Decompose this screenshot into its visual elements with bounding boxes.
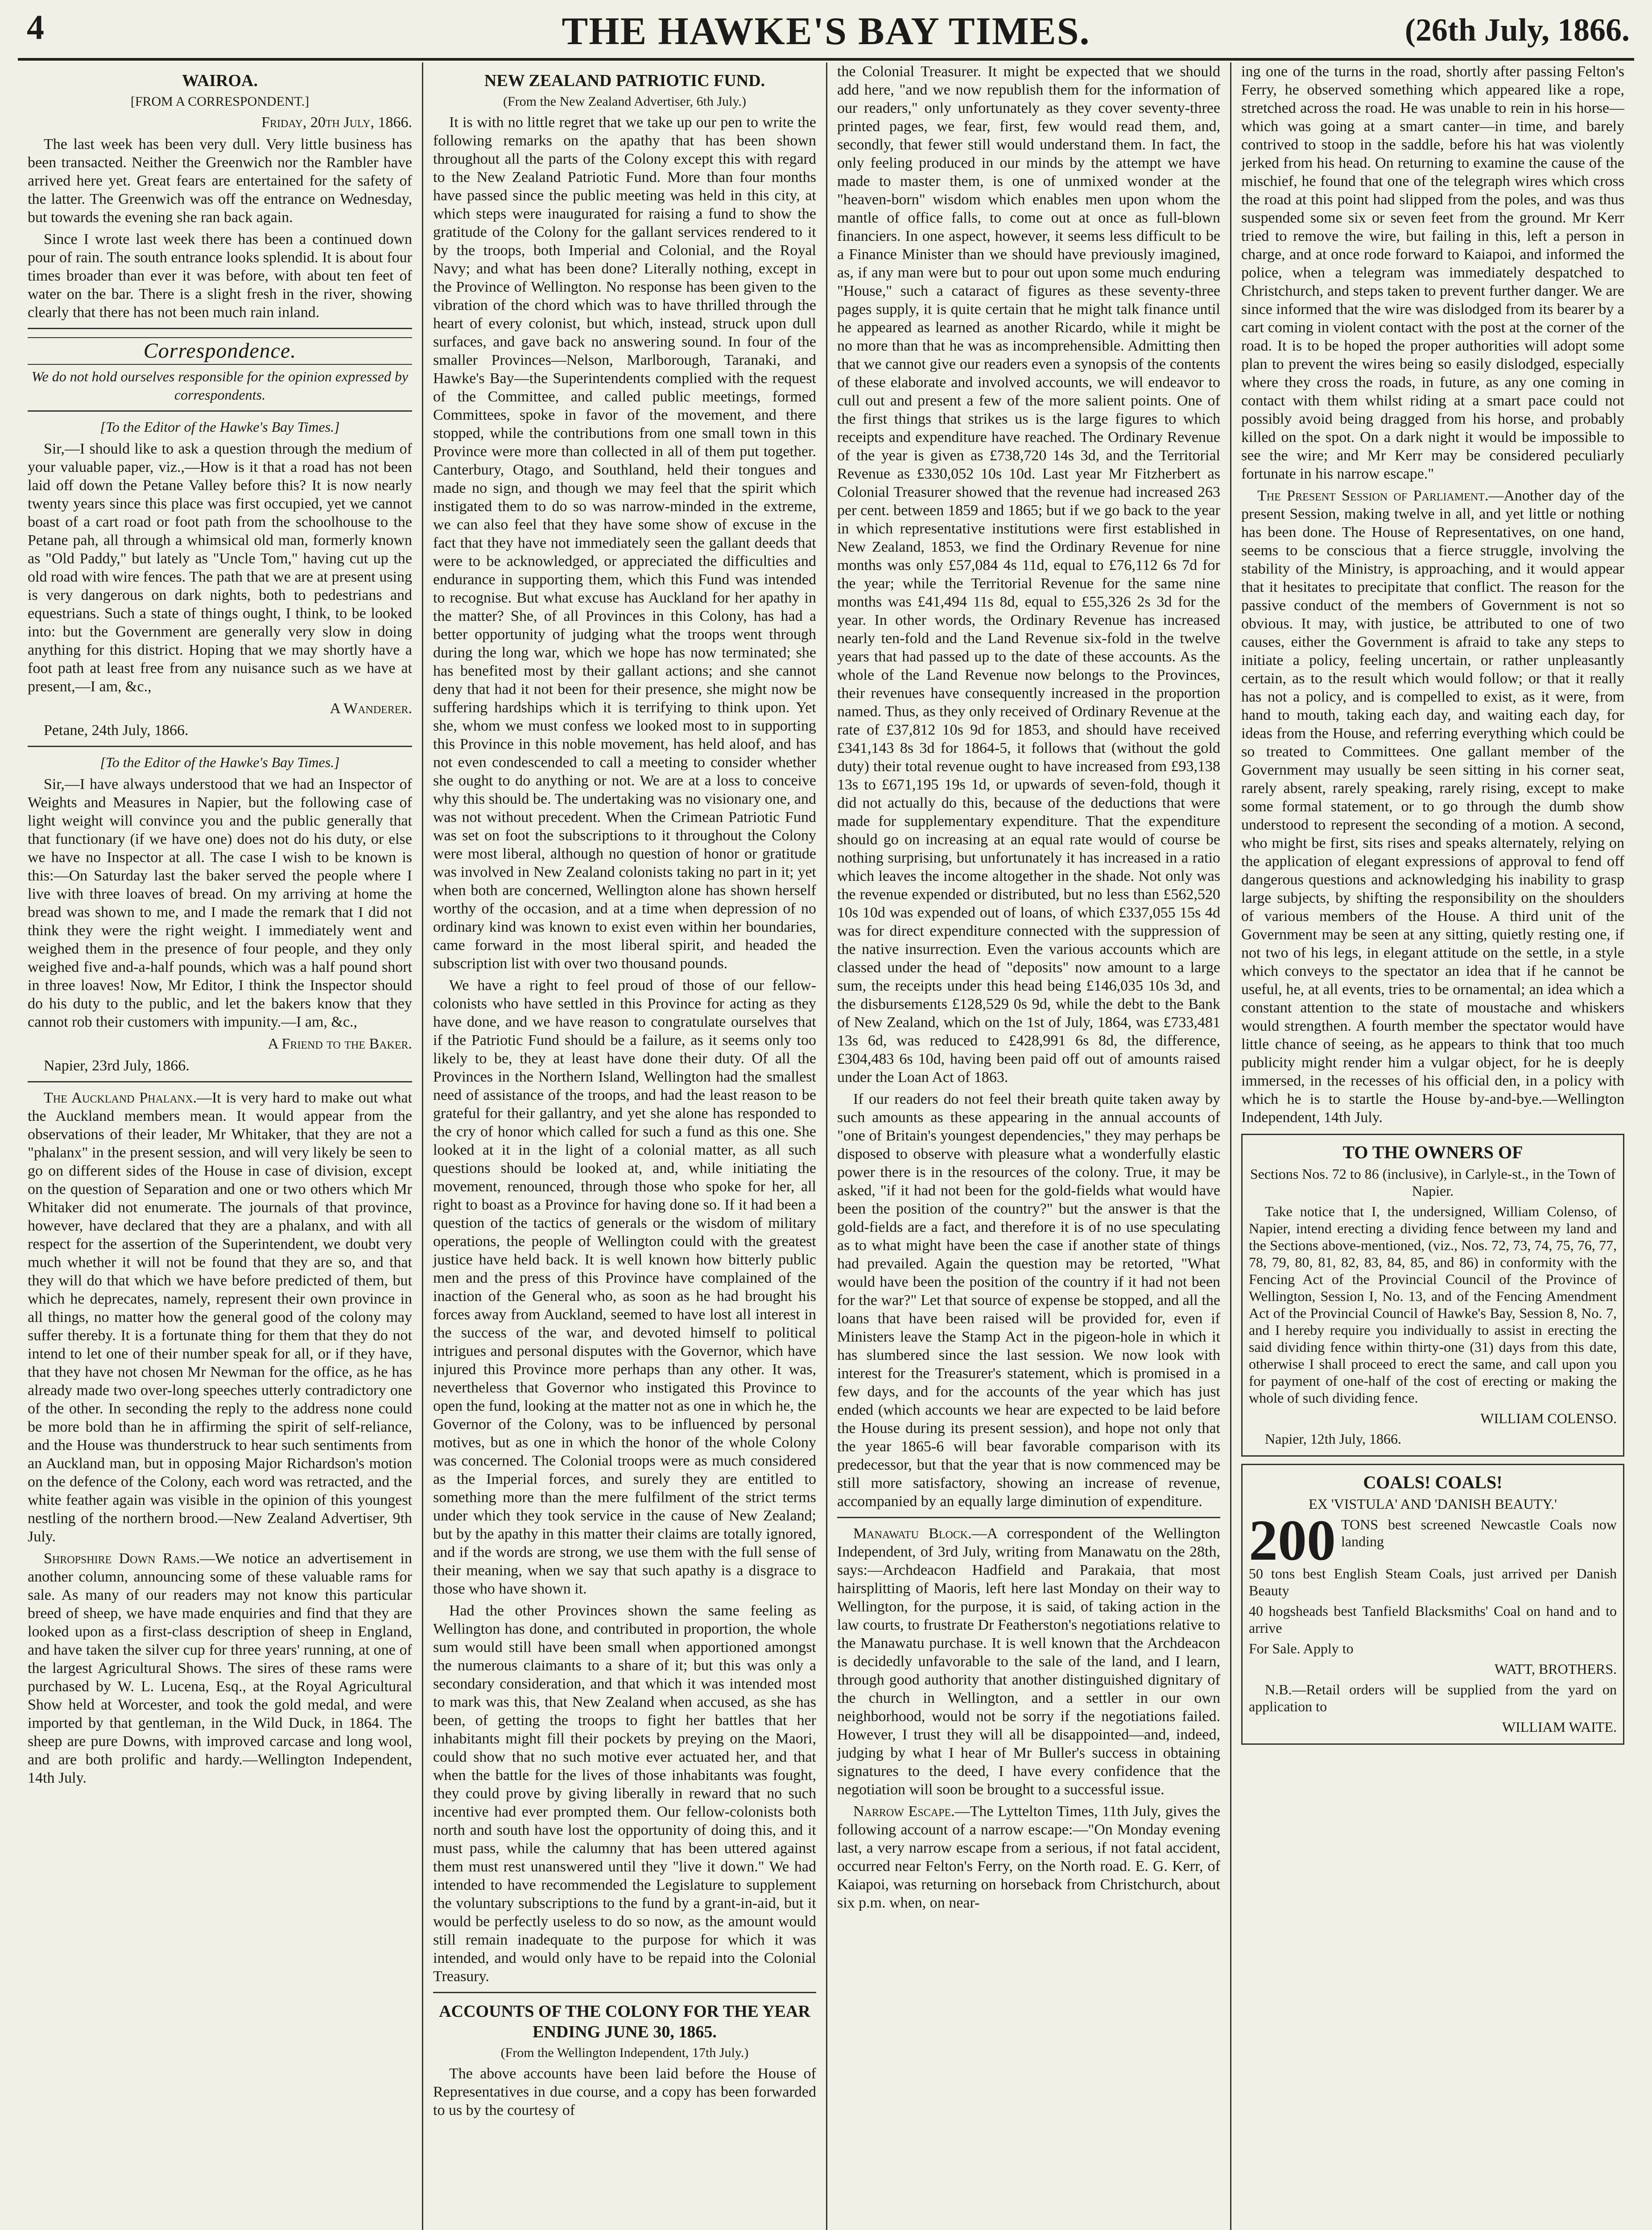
issue-date: (26th July, 1866. xyxy=(1404,12,1630,48)
accounts-continued-1: the Colonial Treasurer. It might be expected that we should add here, "and we now republish them for the information of our readers," only unfortunately as they cover seventy-three printed pages, we fear, first, few would read them, and, secondly, that fewer still would understand them. In fact, the only feeling produced in our minds by the attempt we have made to master them, is one of unmixed wonder at the "heaven-born" wisdom which enables men upon whom the mantle of office falls, to come out at once as full-blown financiers. In one aspect, however, it seems less difficult to be a Finance Minister than we should have previously imagined, as, if any man were but to pour out upon some much enduring "House," such a cataract of figures as these seventy-three pages supply, it is quite certain that he might talk finance until he appeared as learned as another Ricardo, while it might be no more than that he was as incomprehensible. Admitting then that we cannot give our readers even a synopsis of the contents of these elaborate and involved accounts, we will endeavor to cull out and present a few of the more salient points. One of the first things that strikes us is the large figures to which receipts and expenditure have reached. The Ordinary Revenue of the year is given as £738,720 14s 3d, and the Territorial Revenue as £330,052 10s 10d. Last year Mr Fitzherbert as Colonial Treasurer showed that the revenue had increased 263 per cent. between 1859 and 1865; but if we go back to the year in which representative institutions were first established in New Zealand, 1853, we find the Ordinary Revenue for nine months was only £57,084 4s 11d, equal to £76,112 6s 7d for the year; while the Territorial Revenue for the same nine months was £41,494 11s 8d, equal to £55,326 2s 3d for the year. In other words, the Ordinary Revenue has increased nearly ten-fold and the Land Revenue six-fold in the twelve years that had passed up to the date of these accounts. As the whole of the Land Revenue now belongs to the Provinces, their revenues have consequently increased in the proportion named. Thus, as they only received of Ordinary Revenue at the rate of £37,812 10s 9d for 1853, and should have received £341,143 8s 3d for 1864-5, it follows that (without the gold duty) their total revenue ought to have increased from £93,138 13s to £671,195 19s 1d, or upwards of seven-fold, though it did not actually do this, because of the deductions that were made for supplementary expenditure. That the expenditure should go on increasing at an equal rate would of course be nothing surprising, but unfortunately it has increased in a ratio which leaves the income altogether in the shade. Not only was the revenue expended or distributed, but no less than £562,520 10s 10d was expended out of loans, of which £337,055 15s 4d was for direct expenditure connected with the suppression of the native insurrection. Even the various accounts which are classed under the head of "deposits" now amount to a large sum, the receipts under this head being £146,035 10s 3d, and the disbursements £128,529 0s 9d, while the debt to the Bank of New Zealand, which on the 1st of July, 1864, was £733,481 13s 6d, was reduced to £428,991 6s 8d, the difference, £304,483 6s 10d, having been paid off out of amounts raised under the Loan Act of 1863. xyxy=(837,63,1220,1086)
coals-line-3: 40 hogsheads best Tanfield Blacksmiths' Coal on hand and to arrive xyxy=(1249,1603,1617,1636)
fence-notice-signature: WILLIAM COLENSO. xyxy=(1480,1410,1617,1426)
coals-subheading: EX 'VISTULA' AND 'DANISH BEAUTY.' xyxy=(1309,1496,1557,1512)
narrow-escape-body: —The Lyttelton Times, 11th July, gives the following account of a narrow escape:—"On Monday evening last, a very narrow escape from a serious, if not fatal accident, occurred near Felton's Ferry, on the North road. E. G. Kerr, of Kaiapoi, was returning on horseback from Christchurch, about six p.m. when, on near- xyxy=(837,1803,1220,1911)
coals-line-1-text: TONS best screened Newcastle Coals now landing xyxy=(1341,1516,1617,1549)
letter-2-body: Sir,—I have always understood that we had an Inspector of Weights and Measures in Napier, but the following case of light weight will convince you and the public generally that that functionary (if we have one) does not do his duty, or else we have no Inspector at all. The case I wish to be known is this:—On Saturday last the baker served the people where I live with three loaves of bread. On my arriving at home the bread was shown to me, and I made the remark that I did not think they were the right weight. I immediately went and weighed them in the presence of four people, and they only weighed five and-a-half pounds, which was a half pound short in three loaves! Now, Mr Editor, I think the Inspector should do his duty to the public, and let the bakers know that they cannot rob their customers with impunity.—I am, &c., xyxy=(28,776,412,1030)
accounts-heading: ACCOUNTS OF THE COLONY FOR THE YEAR ENDING JUNE 30, 1865. xyxy=(439,2002,810,2041)
letter-2-signature: A Friend to the Baker. xyxy=(268,1036,412,1052)
wairoa-paragraph-2: Since I wrote last week there has been a continued down pour of rain. The south entrance looks splendid. It is about four times broader than ever it was before, with about ten feet of water on the bar. There is a slight fresh in the river, showing clearly that there has not been much rain inland. xyxy=(28,231,412,321)
wairoa-from: [FROM A CORRESPONDENT.] xyxy=(130,94,310,109)
auckland-phalanx-lead: The Auckland Phalanx. xyxy=(44,1090,197,1106)
page-number: 4 xyxy=(27,8,44,46)
present-session-article xyxy=(1241,487,1624,1127)
column-2 xyxy=(422,62,826,2230)
coals-line-2: 50 tons best English Steam Coals, just arrived per Danish Beauty xyxy=(1249,1565,1617,1598)
letter-1-addressee: [To the Editor of the Hawke's Bay Times.] xyxy=(100,419,340,435)
manawatu-block-lead: Manawatu Block. xyxy=(853,1525,972,1542)
fence-notice-advertisement xyxy=(1241,1134,1624,1457)
fence-notice-date: Napier, 12th July, 1866. xyxy=(1265,1431,1401,1447)
divider xyxy=(28,746,412,747)
patriotic-fund-heading: NEW ZEALAND PATRIOTIC FUND. xyxy=(484,71,765,90)
patriotic-fund-paragraph-2: We have a right to feel proud of those of our fellow-colonists who have settled in this Province for acting as they have done, and we have reason to congratulate ourselves that if the Patriotic Fund should be a failure, as it seems only too likely to be, they at least have done their duty. Of all the Provinces in the Northern Island, Wellington had the smallest need of assistance of the troops, and had the least reason to be grateful for their gallantry, and yet she alone has responded to the cry of honor which called for such a fund as this one. She looked at it in the light of a colonial matter, as all such questions should be looked at, and, while initiating the movement, renounced, through those who spoke for her, all right to boast as a Province for having done so. If it had been a question of the tactics of generals or the wisdom of military operations, the people of Wellington could with the greatest justice have held back. It is well known how bitterly public men and the press of this Province have complained of the inaction of the General who, as soon as he had brought his forces away from Auckland, seemed to have lost all interest in the success of the war, and devoted himself to political intrigues and personal disputes with the Governor, which have injured this Province more perhaps than any other. It was, nevertheless that Governor who instigated this Province to open the fund, looking at the matter not as one in which he, the Governor of the Colony, was to be influenced by personal motives, but as one in which the honor of the whole Colony was concerned. The Colonial troops were as much considered as the Imperial forces, and surely they are entitled to something more than the mere fulfilment of the strict terms under which they took service in the cause of New Zealand; but by the apathy in this matter their claims are totally ignored, and if the words are strong, we use them with the full sense of their meaning, when we say that such apathy is a disgrace to those who have shown it. xyxy=(433,977,816,1597)
coals-signature-2: WILLIAM WAITE. xyxy=(1502,1719,1617,1735)
coals-line-1 xyxy=(1249,1508,1617,1573)
present-session-lead: The Present Session of Parliament. xyxy=(1257,487,1489,504)
letter-1-place: Petane, 24th July, 1866. xyxy=(44,722,189,739)
narrow-escape-lead: Narrow Escape. xyxy=(853,1803,955,1820)
masthead xyxy=(18,4,1634,61)
letter-2-place: Napier, 23rd July, 1866. xyxy=(44,1057,190,1074)
coals-line-4: For Sale. Apply to xyxy=(1249,1640,1354,1656)
divider xyxy=(28,410,412,412)
divider xyxy=(28,328,412,329)
coals-heading: COALS! COALS! xyxy=(1363,1472,1503,1492)
coals-quantity: 200 xyxy=(1249,1508,1336,1573)
manawatu-block-article xyxy=(837,1524,1220,1799)
patriotic-fund-paragraph-1: It is with no little regret that we take up our pen to write the following remarks on the apathy that has been shown throughout all the parts of the Colony except this with regard to the New Zealand Patriotic Fund. More than four months have passed since the public meeting was held in this city, at which steps were inaugurated for raising a fund to show the gratitude of the Colony for the gallant services rendered to it by the troops, both Imperial and Colonial, and the Royal Navy; and what has been done? Literally nothing, except in the Province of Wellington. No response has been given to the vibration of the chord which was to have thrilled through the heart of every colonist, but which, instead, struck upon dull surfaces, and gave back no answering sound. In four of the smaller Provinces—Nelson, Marlborough, Taranaki, and Hawke's Bay—the Superintendents complied with the request of the Committee, and called public meetings, formed Committees, spoke in favor of the movement, and there stopped, while the contributions from one small town in this Province were more than collected in all of them put together. Canterbury, Otago, and Southland, held their tongues and made no sign, and though we may feel that the spirit which instigated them to do so was narrow-minded in the extreme, we can also feel that they have some show of excuse in the fact that they have not immediately seen the gallant deeds that were to be acknowledged, or appreciated the difficulties and endurance in supporting them, which this Fund was intended to recognise. But what excuse has Auckland for her apathy in the matter? She, of all Provinces in this Colony, has had a better opportunity of judging what the troops went through during the long war, which we hope has now terminated; she has benefited most by their gallant actions; and she cannot deny that had it not been for their presence, she might now be suffering hardships which it is terrifying to think upon. Yet she, whom we must confess we looked most to in supporting this Province in this noble movement, has held aloof, and has not even condescended to call a meeting to consider whether she ought to do anything or not. We are at a loss to conceive why this should be. The undertaking was no visionary one, and was not without precedent. When the Crimean Patriotic Fund was set on foot the subscriptions to it throughout the Colony were most liberal, although no question of honor or gratitude was involved in New Zealand colonists taking no part in it; yet when both are concerned, Wellington alone has shown herself worthy of the occasion, and at a time when depression of no ordinary kind was known to exist even within her boundaries, came forward in the most liberal spirit, and headed the subscription list with over two thousand pounds. xyxy=(433,114,816,972)
fence-notice-body: Take notice that I, the undersigned, William Colenso, of Napier, intend erecting a dividing fence between my land and the Sections above-mentioned, (viz., Nos. 72, 73, 74, 75, 76, 77, 78, 79, 80, 81, 82, 83, 84, 85, and 86) in conformity with the Fencing Act of the Provincial Council of the Province of Wellington, Session I, No. 13, and of the Fencing Amendment Act of the Provincial Council of Hawke's Bay, Session 8, No. 7, and I hereby require you individually to assist in erecting the said dividing fence within thirty-one (31) days from this date, otherwise I shall proceed to erect the same, and call upon you for payment of one-half of the cost of erecting or making the whole of such dividing fence. xyxy=(1249,1203,1617,1406)
shropshire-rams-article xyxy=(28,1549,412,1787)
column-1 xyxy=(18,62,422,2230)
coals-note: N.B.—Retail orders will be supplied from the yard on application to xyxy=(1249,1681,1617,1714)
coals-advertisement xyxy=(1241,1464,1624,1745)
accounts-continued-2: If our readers do not feel their breath quite taken away by such amounts as these appearing in the annual accounts of "one of Britain's youngest dependencies," they may perhaps be disposed to observe with pleasure what a wonderfully elastic power there is in the resources of the colony. True, it may be asked, "if it had not been for the gold-fields what would have been the position of the country?" but the answer is that the gold-fields are a fact, and therefore it is of no use speculating as to what might have been the case if another state of things had prevailed. Again the question may be retorted, "What would have been the position of the country if it had not been for the war?" Let that source of expense be stopped, and all the loans that have been raised will be provided for, even if Ministers leave the Stamp Act in the pigeon-hole in which it has slumbered since the last session. We now look with interest for the Treasurer's statement, which is promised in a few days, and for the accounts of the year which has just ended (which accounts we hear are expected to be laid before the House during its present session), and hope not only that the year 1865-6 will bear favorable comparison with its predecessor, but that the year that is now commenced may be still more satisfactory, showing an increase of revenue, accompanied by an equally large diminution of expenditure. xyxy=(837,1091,1220,1510)
divider xyxy=(837,1517,1220,1518)
shropshire-rams-lead: Shropshire Down Rams. xyxy=(44,1550,200,1567)
letter-2-addressee: [To the Editor of the Hawke's Bay Times.] xyxy=(100,754,340,770)
manawatu-block-body: —A correspondent of the Wellington Independent, of 3rd July, writing from Manawatu on the 28th, says:—Archdeacon Hadfield and Parakaia, that most hairsplitting of Maoris, left here last Monday on their way to Wellington, for the purpose, it is said, of taking action in the law courts, to frustrate Dr Featherston's negotiations relative to the Manawatu purchase. It is well known that the Archdeacon is decidedly unfavorable to the sale of the land, and I learn, through good authority that another distinguished dignitary of the church in Wellington, and a settler in our own neighborhood, would not be sorry if the negotiations failed. However, I trust they will all be disappointed—and, indeed, judging by what I hear of Mr Buller's success in obtaining signatures to the deed, I have every confidence that the negotiation will soon be brought to a successful issue. xyxy=(837,1525,1220,1798)
letter-1-signature: A Wanderer. xyxy=(330,700,412,717)
correspondence-note: We do not hold ourselves responsible for the opinion expressed by correspondents. xyxy=(31,368,409,403)
coals-signature: WATT, BROTHERS. xyxy=(1494,1661,1617,1677)
narrow-escape-continued: ing one of the turns in the road, shortly after passing Felton's Ferry, he observed something which appeared like a rope, stretched across the road. He was unable to rein in his horse—which was going at a smart canter—in time, and barely contrived to stoop in the saddle, before his hat was violently jerked from his head. On returning to examine the cause of the mischief, he found that one of the telegraph wires which cross the road at this point had slipped from the poles, and was thus suspended some six or seven feet from the ground. Mr Kerr tried to remove the wire, but failing in this, left a person in charge, and at once rode forward to Kaiapoi, and informed the police, when a telegram was immediately despatched to Christchurch, and steps taken to prevent further danger. We are since informed that the wire was dislodged from its bearer by a cart coming in violent contact with the post at the corner of the road. It is to be hoped the proper authorities will adopt some plan to prevent the wires being so easily dislodged, especially where they cross the roads, in future, as any one coming in contact with them whilst riding at a smart pace could not possibly avoid being dragged from his horse, and probably killed on the spot. On a dark night it would be impossible to see the wire; and Mr Kerr may be considered peculiarly fortunate in his narrow escape." xyxy=(1241,63,1624,482)
shropshire-rams-body: —We notice an advertisement in another column, announcing some of these valuable rams for sale. As many of our readers may not know this particular breed of sheep, we have made enquiries and find that they are looked upon as a first-class description of sheep in England, and have taken the silver cup for three years' running, at one of the largest Agricultural Shows. The sires of these rams were purchased by W. L. Lucena, Esq., at the Royal Agricultural Show held at Worcester, and took the gold medal, and were imported by that gentleman, in the Wild Duck, in 1864. The sheep are pure Downs, with improved carcase and long wool, and are both prolific and hardy.—Wellington Independent, 14th July. xyxy=(28,1550,412,1786)
columns xyxy=(18,62,1634,2230)
correspondence-heading: Correspondence. xyxy=(28,337,412,365)
letter-1-body: Sir,—I should like to ask a question through the medium of your valuable paper, viz.,—How is it that a road has not been laid off down the Petane Valley before this? It is now nearly twenty years since this place was first occupied, yet we cannot boast of a cart road or foot path from the schoolhouse to the Petane pah, all through a whimsical old man, formerly known as "Old Paddy," but lately as "Uncle Tom," having cut up the old road with wire fences. The path that we are at present using is very dangerous on dark nights, both to pedestrians and equestrians. Such a state of things ought, I think, to be looked into: but the Government are generally very slow in doing anything for this district. Hoping that we may shortly have a foot path at least free from any nuisance such as we have at present,—I am, &c., xyxy=(28,441,412,695)
wairoa-heading: WAIROA. xyxy=(182,71,258,90)
patriotic-fund-paragraph-3: Had the other Provinces shown the same feeling as Wellington has done, and contributed in proportion, the whole sum would still have been small when apportioned amongst the numerous claimants to a share of it; but this was only a secondary consideration, and that which it was intended most to mark was this, that New Zealand when accused, as she has been, of getting the troops to fight her battles that her inhabitants might fill their pockets by preying on the Maori, could show that no such motive ever actuated her, and that when the battle for the lives of those inhabitants was fought, they could prove by giving liberally in reward that no such incentive had ever prompted them. Our fellow-colonists both north and south have lost the opportunity of doing this, and it must pass, while the calumny that has been uttered against them must rest unanswered until they "live it down." We had intended to have recommended the Legislature to supplement the voluntary subscriptions to the fund by a grant-in-aid, but it would be perfectly useless to do so now, as the amount would still remain inadequate to the purpose for which it was intended, and would only have to be repaid into the Colonial Treasury. xyxy=(433,1602,816,1985)
column-3 xyxy=(826,62,1230,2230)
fence-notice-subheading: Sections Nos. 72 to 86 (inclusive), in Carlyle-st., in the Town of Napier. xyxy=(1250,1166,1616,1199)
wairoa-date: Friday, 20th July, 1866. xyxy=(261,114,412,131)
accounts-source: (From the Wellington Independent, 17th July.) xyxy=(500,2045,749,2060)
newspaper-title: THE HAWKE'S BAY TIMES. xyxy=(562,10,1090,53)
auckland-phalanx-article xyxy=(28,1089,412,1546)
column-4 xyxy=(1230,62,1634,2230)
divider xyxy=(28,1081,412,1082)
narrow-escape-article xyxy=(837,1802,1220,1912)
wairoa-paragraph-1: The last week has been very dull. Very little business has been transacted. Neither the Greenwich nor the Rambler have arrived here yet. Great fears are entertained for the safety of the latter. The Greenwich was off the entrance on Wednesday, but towards the evening she ran back again. xyxy=(28,136,412,226)
auckland-phalanx-body: —It is very hard to make out what the Auckland members mean. It would appear from the observations of their leader, Mr Whitaker, that they are not a "phalanx" in the present session, and will very likely be seen to go on different sides of the House in case of division, except on the question of Separation and one or two others which Mr Whitaker did not enumerate. The journals of that province, however, have declared that they are a phalanx, and with all respect for the assertion of the Superintendent, we doubt very much whether it will not be found that they are so, and that they will do that which we have before predicted of them, but which he deprecates, namely, represent their own province in all things, no matter how the general good of the colony may suffer thereby. It is a fortunate thing for them that they do not intend to let one of their number speak for all, or if they have, that they have not chosen Mr Newman for the office, as he has already made two over-long speeches utterly contradictory one of the other. In seconding the reply to the address none could be more bold than he in affirming the spirit of self-reliance, and the House was thunderstruck to hear such sentiments from an Auckland man, but in opposing Major Richardson's motion on the defence of the Colony, each word was retracted, and the white feather again was visible in the opinion of this youngest nestling of the northern brood.—New Zealand Advertiser, 9th July. xyxy=(28,1090,412,1545)
present-session-body: —Another day of the present Session, making twelve in all, and yet little or nothing has been done. The House of Representatives, on one hand, seems to be conscious that a fierce struggle, involving the stability of the Ministry, is approaching, and it would appear that it hesitates to precipitate that conflict. The reason for the passive conduct of the members of Government is not so obvious. It may, with justice, be attributed to one of two causes, either the Government is afraid to take any steps to initiate a policy, feeling uncertain, or rather unpleasantly certain, as to the result which would follow; or that it really has not a policy, and is compelled to exist, as it were, from hand to mouth, taking each day, and waiting each day, for ideas from the House, and referring everything which could be so treated to Committees. One gallant member of the Government may usually be seen sitting in his corner seat, rarely absent, rarely speaking, rarely rising, except to make some formal statement, or to go through the dumb show understood to represent the seconding of a motion. A second, who might be first, sits rises and speaks alternately, relying on the application of elegant expressions of approval to fend off dangerous questions and acknowledging his inability to grasp large subjects, by shifting the responsibility on the shoulders of various members of the House. A third unit of the Government may be seen at any sitting, quietly resting one, if not two of his legs, in elegant attitude on the settle, in a style which conveys to the spectator an idea that if he cannot be useful, he, at all events, tries to be ornamental; an idea which a constant attention to the state of moustache and whiskers would strengthen. A fourth member the spectator would have little chance of seeing, as he appears to think that too much publicity might render him a vulgar object, for he is deeply immersed, in the recesses of his official den, in a policy with which he is to startle the House by-and-bye.—Wellington Independent, 14th July. xyxy=(1241,487,1624,1126)
divider xyxy=(433,1992,816,1993)
fence-notice-heading: TO THE OWNERS OF xyxy=(1342,1142,1523,1162)
accounts-paragraph-1: The above accounts have been laid before the House of Representatives in due course, and a copy has been forwarded to us by the courtesy of xyxy=(433,2065,816,2118)
patriotic-fund-source: (From the New Zealand Advertiser, 6th July.) xyxy=(503,94,747,109)
